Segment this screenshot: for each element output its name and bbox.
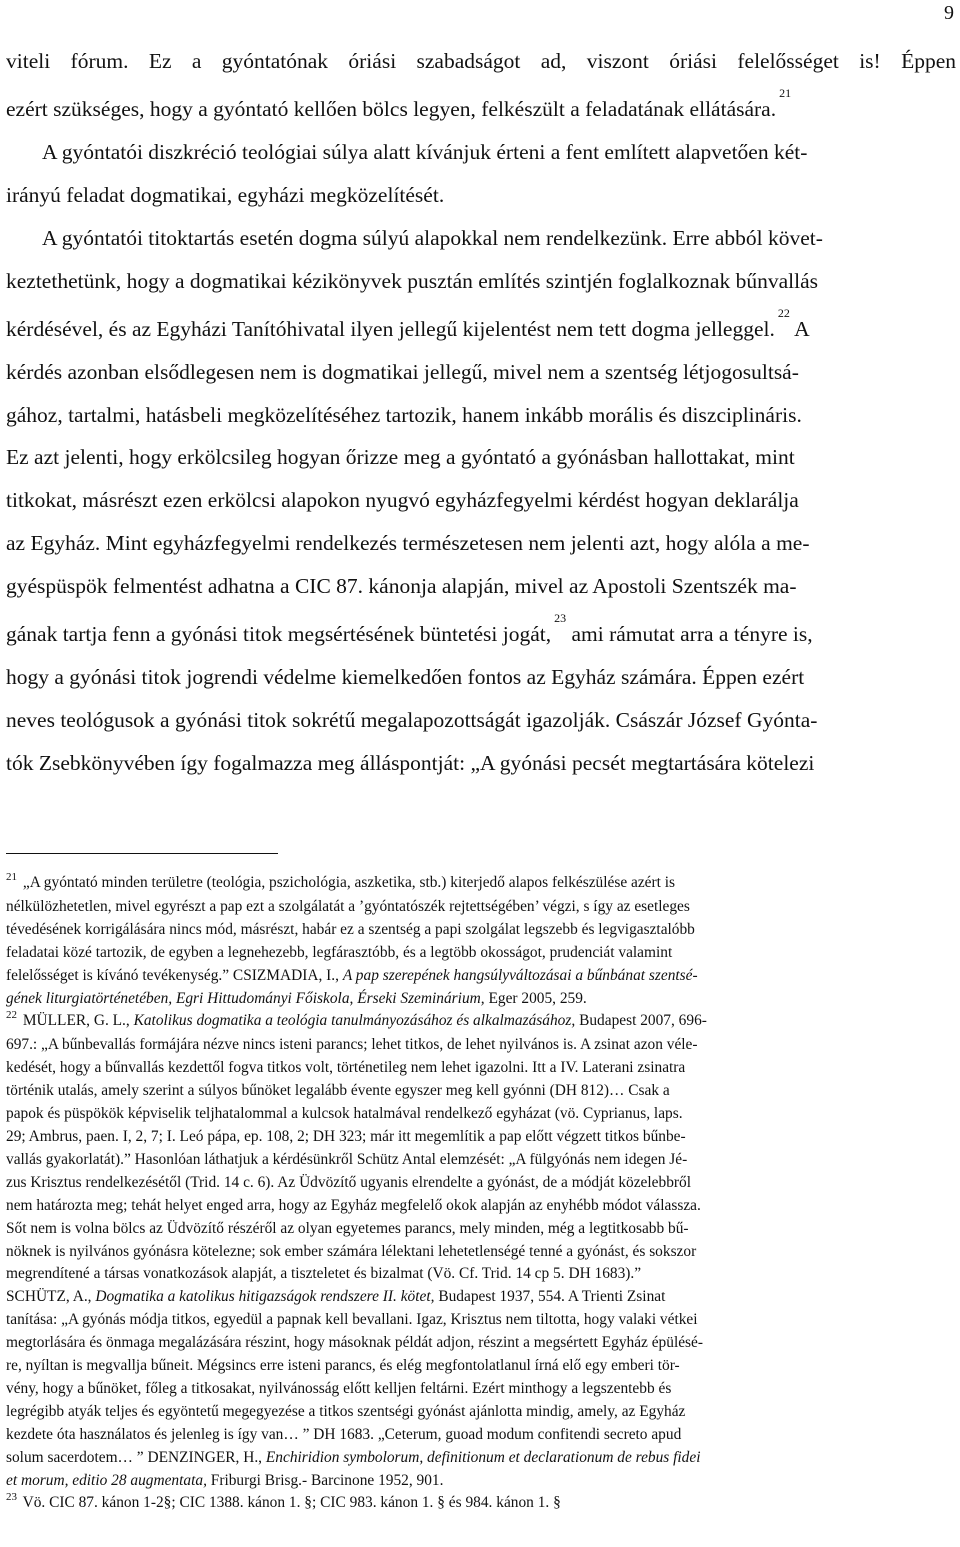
footnote-line — [6, 1447, 956, 1470]
text-line: Ez azt jelenti, hogy erkölcsileg hogyan őrizze meg a gyóntató a gyónásban hallottakat, mint — [6, 445, 795, 470]
text-line: viteli fórum. Ez a gyóntatónak óriási szabadságot ad, viszont óriási felelősséget is! Éppen — [6, 49, 956, 73]
text-line — [6, 608, 956, 656]
footnote-line: nöknek is nyilvános gyónásra kötelezne; sok ember számára lélektani lehetetlenségé tenné a gyónást, és sokszor — [6, 1242, 697, 1260]
text-line-content: ami rámutat arra a tényre is, — [571, 622, 813, 647]
text-line: tók Zsebkönyvében így fogalmazza meg álláspontját: „A gyónási pecsét megtartására kötelezi — [6, 750, 815, 775]
text-line-content: gának tartja fenn a gyónási titok megsértésének büntetési jogát, — [6, 622, 552, 647]
footnote-text: Eger 2005, 259. — [488, 989, 587, 1007]
text-line-content: A gyóntatói diszkréció teológiai súlya alatt kívánjuk érteni a fent említett alapvetően két- — [42, 139, 808, 164]
text-line: neves teológusok a gyónási titok sokrétű megalapozottságát igazolják. Császár József Gyónta- — [6, 708, 818, 733]
footnote-ref-22[interactable]: 22 — [777, 305, 790, 320]
text-line-content: ezért szükséges, hogy a gyóntató kellően bölcs legyen, felkészült a feladatának ellátására. — [6, 97, 777, 122]
text-line-content: A — [794, 316, 810, 341]
footnote-line: megrendítené a társas vonatkozások alapját, a tiszteletet és bizalmat (Vö. Cf. Trid. 14 cp 5. DH 1683).” — [6, 1265, 642, 1283]
footnote-text: felelősséget is kívánó tevékenység.” CSIZMADIA, I., — [6, 966, 339, 984]
text-line: gához, tartalmi, hatásbeli megközelítéséhez tartozik, hanem inkább morális és diszciplináris. — [6, 402, 802, 427]
footnote-line: vény, hogy a bűnöket, főleg a titkosakat, nyilvánosság előtt kelljen feltárni. Ezért minthogy a legszentebb és — [6, 1379, 672, 1397]
footnote-text: „A gyóntató minden területre (teológia, pszichológia, aszketika, stb.) kiterjedő alapos felkészülése azért is — [22, 874, 676, 891]
footnote-line: papok és püspökök képviselik teljhatalommal a kulcsok hatalmával rendelkező egyházat (vö. Cyprianus, laps. — [6, 1105, 683, 1123]
footnote-title: gének liturgiatörténetében, Egri Hittudományi Főiskola, Érseki Szeminárium, — [6, 989, 485, 1007]
footnote-line: re, nyíltan is megvallja bűneit. Mégsincs erre isteni parancs, és elég megfontolatlanul írná elő egy emberi tör- — [6, 1357, 680, 1375]
footnote-line: 697.: „A bűnbevallás formájára nézve nincs isteni parancs; lehet titkos, de lehet nyilvános is. A zsinat azon véle- — [6, 1036, 698, 1054]
page-number: 9 — [944, 2, 954, 24]
footnote-line: történik utalás, amely szerint a súlyos bűnöket legalább évente egyszer meg kell gyónni (DH 812)… Csak a — [6, 1082, 670, 1100]
footnote-text: solum sacerdotem… ” DENZINGER, H., — [6, 1448, 263, 1466]
text-line: keztethetünk, hogy a dogmatikai kézikönyvek pusztán említés szintjén foglalkoznak bűnvallás — [6, 268, 818, 293]
footnote-line: kedését, hogy a bűnvallás kezdettől fogva titkos volt, történetileg nem lehet igazolni. Itt a IV. Laterani zsinatra — [6, 1059, 686, 1077]
footnote-title: et morum, editio 28 augmentata, — [6, 1471, 207, 1489]
footnote-line: vallás gyakorlatát).” Hasonlóan láthatjuk a kérdésünkről Schütz Antal elemzését: „A fülgyónás nem idegen Jé- — [6, 1150, 688, 1168]
footnote-number: 22 — [6, 1009, 17, 1022]
footnote-title: Enchiridion symbolorum, definitionum et declarationum de rebus fidei — [265, 1448, 701, 1466]
text-line: irányú feladat dogmatikai, egyházi megközelítését. — [6, 182, 445, 207]
footnote-text: MÜLLER, G. L., — [22, 1012, 130, 1030]
text-line: titkokat, másrészt ezen erkölcsi alapokon nyugvó egyházfegyelmi kérdést hogyan deklarálja — [6, 488, 799, 513]
footnote-line — [6, 1470, 956, 1493]
footnote-21 — [6, 872, 956, 896]
footnote-23 — [6, 1492, 956, 1516]
footnote-line — [6, 965, 956, 988]
footnote-text: Vö. CIC 87. kánon 1-2§; CIC 1388. kánon 1. §; CIC 983. kánon 1. § és 984. kánon 1. § — [22, 1494, 561, 1512]
main-text — [6, 40, 956, 785]
footnote-22 — [6, 1010, 956, 1034]
footnote-text: SCHÜTZ, A., — [6, 1288, 92, 1306]
text-line: az Egyház. Mint egyházfegyelmi rendelkezés természetesen nem jelenti azt, hogy alóla a me- — [6, 531, 810, 556]
footnote-number: 21 — [6, 871, 17, 883]
text-line-content: A gyóntatói titoktartás esetén dogma súlyú alapokkal nem rendelkezünk. Erre abból követ- — [42, 225, 823, 250]
footnote-separator — [6, 853, 278, 854]
footnotes — [6, 872, 956, 1516]
text-line: hogy a gyónási titok jogrendi védelme kiemelkedően fontos az Egyház számára. Éppen ezért — [6, 665, 805, 690]
footnote-line: 29; Ambrus, paen. I, 2, 7; I. Leó pápa, ep. 108, 2; DH 323; már itt megemlítik a pap előtt végzett titkos bűnbe- — [6, 1127, 686, 1145]
text-line — [6, 131, 956, 174]
footnote-line: nélkülözhetetlen, mivel egyrészt a pap ezt a szolgálatát a ’gyóntatószék rejtettségében’ végzi, s így az esetleges — [6, 897, 690, 915]
footnote-line: tanítása: „A gyónás módja titkos, egyedül a papnak kell bevallani. Igaz, Krisztus nem tiltotta, hogy valaki vétkei — [6, 1311, 698, 1329]
footnote-line — [6, 988, 956, 1011]
footnote-line: kezdete óta használatos és jelenleg is így van… ” DH 1683. „Ceterum, guoad modum confitendi secreto apud — [6, 1425, 682, 1443]
footnote-line: legrégibb atyák teljes és egyöntetű megegyezése a titkos szentségi gyónást ajánlotta mindig, amely, az Egyház — [6, 1402, 686, 1420]
footnote-ref-21[interactable]: 21 — [779, 85, 792, 100]
footnote-title: Dogmatika a katolikus hitigazságok rendszere II. kötet, — [95, 1288, 435, 1306]
text-line: kérdés azonban elsődlegesen nem is dogmatikai jellegű, mivel nem a szentség létjogosultsá- — [6, 359, 799, 384]
text-line — [6, 83, 956, 131]
text-line-content: kérdésével, és az Egyházi Tanítóhivatal ilyen jellegű kijelentést nem tett dogma jelleggel. — [6, 316, 775, 341]
footnote-ref-23[interactable]: 23 — [554, 611, 567, 626]
text-line — [6, 303, 956, 351]
footnote-text: Friburgi Brisg.- Barcinone 1952, 901. — [210, 1471, 444, 1489]
footnote-line: feladatai közé tartozik, de egyben a legnehezebb, legfárasztóbb, és a legtöbb okosságot, prudenciát valamint — [6, 943, 673, 961]
text-line — [6, 217, 956, 260]
footnote-text: Budapest 1937, 554. A Trienti Zsinat — [438, 1288, 666, 1306]
footnote-line: nem határozta meg; tehát helyet enged arra, hogy az Egyház megfelelő okok alapján az enyhébb módot válassza. — [6, 1196, 701, 1214]
footnote-text: Budapest 2007, 696- — [579, 1012, 707, 1030]
footnote-number: 23 — [6, 1491, 17, 1504]
footnote-line: zus Krisztus rendelkezésétől (Trid. 14 c. 6). Az Üdvözítő ugyanis elrendelte a gyónást, de a módját közelebbről — [6, 1173, 691, 1191]
footnote-title: A pap szerepének hangsúlyváltozásai a bűnbánat szentsé- — [342, 966, 698, 984]
text-line: gyéspüspök felmentést adhatna a CIC 87. kánonja alapján, mivel az Apostoli Szentszék ma- — [6, 574, 797, 599]
footnote-line: Sőt nem is volna bölcs az Üdvözítő részéről az olyan egyetemes parancs, mely minden, még a legtitkosabb bű- — [6, 1219, 689, 1237]
footnote-line — [6, 1286, 956, 1309]
footnote-title: Katolikus dogmatika a teológia tanulmányozásához és alkalmazásához, — [133, 1012, 576, 1030]
footnote-line: megtorlására és önmaga megalázására részint, hogy másoknak példát adjon, részint a megsértett Egyház épülésé- — [6, 1334, 703, 1352]
footnote-line: tévedésének korrigálására nincs mód, másrészt, habár ez a szentség a papi szolgálat legszebb és legvigasztalóbb — [6, 920, 695, 938]
